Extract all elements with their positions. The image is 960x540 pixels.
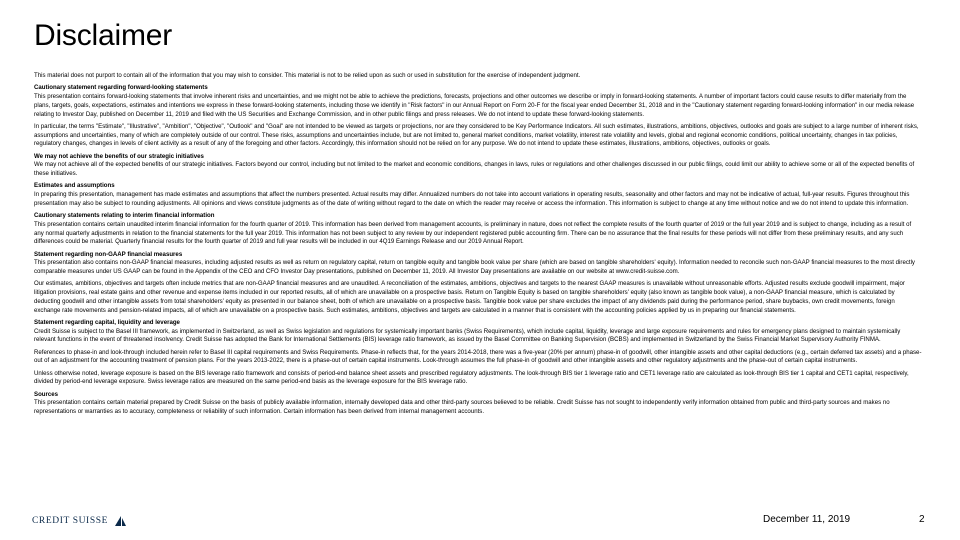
section-estimates: [34, 182, 922, 208]
section-heading: We may not achieve the benefits of our strategic initiatives: [34, 152, 204, 160]
section-heading: Sources: [34, 390, 59, 398]
section-heading: Statement regarding non-GAAP financial measures: [34, 250, 183, 258]
page-title: Disclaimer: [34, 19, 173, 52]
section-paragraph: Our estimates, ambitions, objectives and targets often include metrics that are non-GAAP financial measures and are unaudited. A reconciliation of the estimates, ambitions, objectives and targets to the nearest GAAP measures is unavailable without unreasonable efforts. Adjusted results exclude goodwill impairment, major litigation provisions, real estate gains and other revenue and expense items included in our reported results, all of which are unavailable on a prospective basis. Return on Tangible Equity is based on tangible shareholders' equity (also known as tangible book value), a non-GAAP financial measure, which is calculated by deducting goodwill and other intangible assets from total shareholders' equity as presented in our balance sheet, both of which are unavailable on a prospective basis. Tangible book value per share excludes the impact of any dividends paid during the performance period, share buybacks, own credit movements, foreign exchange rate movements and pension-related impacts, all of which are unavailable on a prospective basis. Such estimates, ambitions, objectives and targets are calculated in a manner that is consistent with the accounting policies applied by us in preparing our financial statements.: [34, 280, 905, 314]
section-sources: [34, 391, 922, 417]
footer-date: December 11, 2019: [763, 514, 851, 525]
section-paragraph: In preparing this presentation, management has made estimates and assumptions that affect the numbers presented. Actual results may differ. Annualized numbers do not take into account variations in operating results, seasonality and other factors and may not be indicative of actual, full-year results. Figures throughout this presentation may also be subject to rounding adjustments. All opinions and views constitute judgments as of the date of writing without regard to the date on which the reader may receive or access the information. This information is subject to change at any time without notice and we do not intend to update this information.: [34, 191, 910, 207]
sail-icon: [112, 515, 128, 527]
company-logo: [32, 515, 128, 527]
section-paragraph: We may not achieve all of the expected benefits of our strategic initiatives. Factors beyond our control, including but not limited to the market and economic conditions, changes in laws, rules or regulations and other challenges discussed in our public filings, could limit our ability to achieve some or all of the expected benefits of these initiatives.: [34, 161, 915, 177]
section-heading: Cautionary statement regarding forward-looking statements: [34, 84, 208, 92]
section-capital-liquidity: [34, 319, 922, 387]
section-interim-financial: [34, 212, 922, 247]
section-paragraph: Credit Suisse is subject to the Basel III framework, as implemented in Switzerland, as well as Swiss legislation and regulations for systemically important banks (Swiss Requirements), which include capital, liquidity, leverage and large exposure requirements and rules for emergency plans designed to maintain systemically relevant functions in the event of threatened insolvency. Credit Suisse has adopted the Bank for International Settlements (BIS) leverage ratio framework, as issued by the Basel Committee on Banking Supervision (BCBS) and implemented in Switzerland by the Swiss Financial Market Supervisory Authority FINMA.: [34, 327, 901, 344]
section-non-gaap: [34, 251, 922, 316]
section-paragraph: This presentation also contains non-GAAP financial measures, including adjusted results as well as return on regulatory capital, return on tangible equity and tangible book value per share (which are based on tangible shareholders' equity). Information needed to reconcile such non-GAAP financial measures to the most directly comparable measures under US GAAP can be found in the Appendix of the CEO and CFO Investor Day presentations, published on December 11, 2019. All Investor Day presentations are available on our website at www.credit-suisse.com.: [34, 259, 915, 275]
section-paragraph: References to phase-in and look-through included herein refer to Basel III capital requirements and Swiss Requirements. Phase-in reflects that, for the years 2014-2018, there was a five-year (20% per annum) phase-in of goodwill, other intangible assets and other capital deductions (e.g., certain deferred tax assets) and a phase-out of an adjustment for the accounting treatment of pension plans. For the years 2013-2022, there is a phase-out of certain capital instruments. Look-through assumes the full phase-in of goodwill and other intangible assets and other regulatory adjustments and the phase-out of certain capital instruments.: [34, 348, 922, 365]
disclaimer-body: [34, 72, 922, 512]
section-heading: Cautionary statements relating to interim financial information: [34, 212, 215, 219]
section-paragraph: Unless otherwise noted, leverage exposure is based on the BIS leverage ratio framework and consists of period-end balance sheet assets and prescribed regulatory adjustments. The look-through BIS tier 1 leverage ratio and CET1 leverage ratio are calculated as look-through BIS tier 1 capital and CET1 capital, respectively, divided by period-end leverage exposure. Swiss leverage ratios are measured on the same period-end basis as the leverage exposure for the BIS leverage ratio.: [34, 369, 909, 386]
intro-paragraph: This material does not purport to contain all of the information that you may wish to consider. This material is not to be relied upon as such or used in substitution for the exercise of independent judgment.: [34, 72, 581, 79]
section-forward-looking: [34, 84, 922, 149]
section-paragraph: This presentation contains certain unaudited interim financial information for the fourth quarter of 2019. This information has been derived from management accounts, is preliminary in nature, does not reflect the complete results of the fourth quarter of 2019 or the full year 2019 and is subject to change, including as a result of any normal quarterly adjustments in relation to the financial statements for the full year 2019. This information has not been subject to any review by our independent registered public accounting firm. There can be no assurance that the final results for these periods will not differ from these preliminary results, and any such differences could be material. Quarterly financial results for the fourth quarter of 2019 and full year results will be included in our 4Q19 Earnings Release and our 2019 Annual Report.: [34, 220, 912, 246]
section-paragraph: This presentation contains forward-looking statements that involve inherent risks and uncertainties, and we might not be able to achieve the predictions, forecasts, projections and other outcomes we describe or imply in forward-looking statements. A number of important factors could cause results to differ materially from the plans, targets, goals, expectations, estimates and intentions we express in these forward-looking statements, including those we identify in "Risk factors" in our Annual Report on Form 20-F for the fiscal year ended December 31, 2018 and in the "Cautionary statement regarding forward-looking information" in our media release relating to Investor Day, published on December 11, 2019 and filed with the US Securities and Exchange Commission, and in other public filings and press releases. We do not intend to update these forward-looking statements.: [34, 93, 915, 118]
logo-text: CREDIT SUISSE: [32, 516, 108, 526]
section-strategic-initiatives: [34, 153, 922, 179]
section-paragraph: In particular, the terms "Estimate", "Illustrative", "Ambition", "Objective", "Outlook" and "Goal" are not intended to be viewed as targets or projections, nor are they considered to be Key Performance Indicators. All such estimates, illustrations, ambitions, objectives, outlooks and goals are subject to a large number of inherent risks, assumptions and uncertainties, many of which are completely outside of our control. These risks, assumptions and uncertainties include, but are not limited to, general market conditions, market volatility, interest rate volatility and levels, global and regional economic conditions, political uncertainty, changes in tax policies, regulatory changes, changes in levels of client activity as a result of any of the foregoing and other factors. Accordingly, this information should not be relied on for any purpose. We do not intend to update these estimates, illustrations, ambitions, objectives, outlooks or goals.: [34, 122, 919, 148]
section-heading: Statement regarding capital, liquidity and leverage: [34, 318, 180, 326]
section-paragraph: This presentation contains certain material prepared by Credit Suisse on the basis of publicly available information, internally developed data and other third-party sources believed to be reliable. Credit Suisse has not sought to independently verify information obtained from public and third-party sources and makes no representations or warranties as to accuracy, completeness or reliability of such information. Certain information has been derived from internal management accounts.: [34, 399, 890, 415]
section-heading: Estimates and assumptions: [34, 182, 115, 190]
page-number: 2: [919, 514, 925, 525]
